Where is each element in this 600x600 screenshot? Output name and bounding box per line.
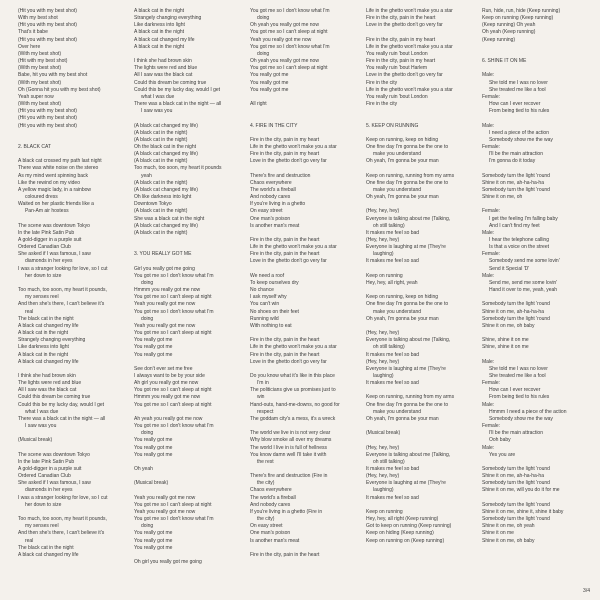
- lyrics-column-4: Life in the ghetto won't make you a star Fire in the city, pain in the heart Love in the ghetto don't go very far Fire in the city, pain in my heart Life in the ghetto won't make you a star You really ruin 'bout London Fire in the city, pain in my heart You really ruin 'bout Harlem Love in the ghetto don't go very far Fire in the city Life in the ghetto won't make you a star You really ruin 'bout London Fire in the city 5. KEEP ON RUNNING Keep on running, keep on hiding One fine day I'm gonna be the one to make you understand Oh yeah, I'm gonna be your man Keep on running, running from my arms One fine day I'm gonna be the one to make you understand Oh yeah, I'm gonna be your man (Hey, hey, hey) Everyone is talking about me (Talking, oh still talking) It makes me feel so bad (Hey, hey, hey) Everyone is laughing at me (They're laughing) It makes me feel so sad Keep on running Hey, hey, all right, yeah Keep on running, keep on hiding One fine day I'm gonna be the one to make you understand Oh yeah, I'm gonna be your man (Hey, hey, hey) Everyone is talking about me (Talking, oh still talking) It makes me feel so bad (Hey, hey, hey) Everyone is laughing at me (They're laughing) It makes me feel so sad Keep on running, running from my arms One fine day I'm gonna be the one to make you understand Oh yeah, I'm gonna be your man (Musical break) (Hey, hey, hey) Everyone is talking about me (Talking, oh still talking) It makes me feel so bad (Hey, hey, hey) Everyone is laughing at me (They're laughing) It makes me feel so sad Keep on running Hey, hey, all right (Keep running) Got to keep on running (Keep running) Keep on hiding (Keep running) Keep on running on (Keep running): [366, 8, 455, 544]
- lyrics-column-5: Run, hide, run, hide (Keep running) Keep on running (Keep running) (Keep running) Oh yeah Oh yeah (Keep running) (Keep running) 6. SHINE IT ON ME Male: She told me I was no lover She treated me like a fool Female: How can I ever recover From being tied to his rules Male: I need a piece of the action Somebody show me the way Female: I'll be the main attraction I'm gonna do it today Somebody turn the light 'round Shine it on me, ah-ha-ha-ha Somebody turn the light 'round Shine it on me, oh Female: I get the feeling I'm falling baby And I can't find my feet Male: I hear the telephone calling Is that a voice on the street Female: Somebody send me some lovin' Send it Special 'D' Male: Send me, send me some lovin' Hand it over to me, yeah, yeah Somebody turn the light 'round Shine it on me, ah-ha-ha-ha Somebody turn the light 'round Shine it on me, oh baby Shine, shine it on me Shine, shine it on me Male: She told me I was no lover She treated me like a fool Female: How can I ever recover From being tied to his rules Male: Hmmm I need a piece of the action Somebody show me the way Female: I'll be the main attraction Ooh baby Male: Yes you are Somebody turn the light 'round Shine it on me, ah-ha-ha-ha Somebody turn the light 'round Shine it on me, will you do it for me Somebody turn the light 'round Shine it on me, shine it, shine it baby Somebody turn the light 'round Shine it on me, oh yeah Shine it on me Shine it on me, oh baby: [482, 8, 567, 544]
- lyrics-column-2: A black cat in the night Strangely changing everything Like darkness into light A black cat in the night A black cat changed my life A black cat in the night I think she had brown skin The lights were red and blue All I saw was the black cat Could this dream be coming true Could this be my lucky day, would I get what I was due There was a black cat in the night — all I saw was you (A black cat changed my life) (A black cat in the night) (A black cat in the night) Oh the black cat in the night (A black cat changed my life) (A black cat in the night) Too much, too soon, my heart it pounds yeah (A black cat in the night) (A black cat changed my life) Oh like darkness into light Downtown Tokyo (A black cat in the night) She was a black cat in the night (A black cat changed my life) (A black cat in the night) 3. YOU REALLY GOT ME Girl you really got me going You got me so I don't know what I'm doing Hmmm you really got me now You got me so I can't sleep at night Yeah you really got me now You got me so I don't know what I'm doing Yeah you really got me now You got me so I can't sleep at night You really got me You really got me You really got me See don't ever set me free I always want to be by your side Ah girl you really got me now You got me so I can't sleep at night Hmmm you really got me now You got me so I can't sleep at night Ah yeah you really got me now You got me so I don't know what I'm doing You really got me You really got me You really got me Oh yeah (Musical break) Yeah you really got me now You got me so I can't sleep at night Yeah you really got me now You got me so I don't know what I'm doing You really got me You really got me You really got me Oh girl you really got me going: [134, 8, 222, 566]
- lyrics-column-1: (Hit you with my best shot) With my best shot (Hit you with my best shot) That's it babe (Hit you with my best shot) Over here (With my best shot) (Hit with my best shot) (With my best shot) Babe, hit you with my best shot (With my best shot) Oh (Gonna hit you with my best shot) Yeah super now (With my best shot) (Hit you with my best shot) (Hit you with my best shot) (Hit you with my best shot) 2. BLACK CAT A black cat crossed my path last night There was white noise on the stereo As my mind went spinning back Like the rewind on my video A yellow magic lady, in a rainbow coloured dress Waited on her plastic friends like a Pan-Am air hostess The scene was downtown Tokyo In the late Pink Satin Pub A gold-digger in a purple suit Ordered Canadian Club She asked if I was famous, I saw diamonds in her eyes I was a stranger looking for love, so I cut her down to size Too much, too soon, my heart it pounds, my senses reel And then she's there, I can't believe it's real The black cat in the night A black cat changed my life A black cat in the night Strangely changing everything Like darkness into light A black cat in the night A black cat changed my life I think she had brown skin The lights were red and blue All I saw was the black cat Could this dream be coming true Could this be my lucky day, would I get what I was due There was a black cat in the night — all I saw was you (Musical break) The scene was downtown Tokyo In the late Pink Satin Pub A gold-digger in a purple suit Ordered Canadian Club She asked if I was famous, I saw diamonds in her eyes I was a stranger looking for love, so I cut her down to size Too much, too soon, my heart it pounds, my senses reel And then she's there, I can't believe it's real The black cat in the night A black cat changed my life: [18, 8, 108, 558]
- lyrics-column-3: You got me so I don't know what I'm doing Oh yeah you really got me now You got me so I can't sleep at night Yeah you really got me now You got me so I don't know what I'm doing Oh yeah you really got me now You got me so I can't sleep at night You really got me You really got me You really got me All right 4. FIRE IN THE CITY Fire in the city, pain in my heart Life in the ghetto won't make you a star Fire in the city, pain in my heart Love in the ghetto don't go very far There's fire and destruction Chaos everywhere The world's a fireball And nobody cares If you're living in a ghetto On easy street One man's poison Is another man's meat Fire in the city, pain in the heart Life in the ghetto won't make you a star Fire in the city, pain in the heart Love in the ghetto don't go very far We need a roof To keep ourselves dry No chance I ask myself why You can't win No shoes on their feet Running wild With nothing to eat Fire in the city, pain in the heart Life in the ghetto won't make you a star Fire in the city, pain in the heart Love in the ghetto don't go very far Do you know what it's like in this place I'm in The politicians give us promises just to win Hand-outs, hand-me-downs, no good for respect The goddam city's a mess, it's a wreck The world we live in is not very clear Why blow smoke all over my dreams The world I live in is full of hellness You know damn well I'll take it with the rest There's fire and destruction (Fire in the city) Chaos everywhere The world's a fireball And nobody cares If you're living in a ghetto (Fire in the city) On easy street One man's poison Is another man's meat Fire in the city, pain in the heart: [250, 8, 340, 558]
- page-number: 3/4: [583, 588, 590, 594]
